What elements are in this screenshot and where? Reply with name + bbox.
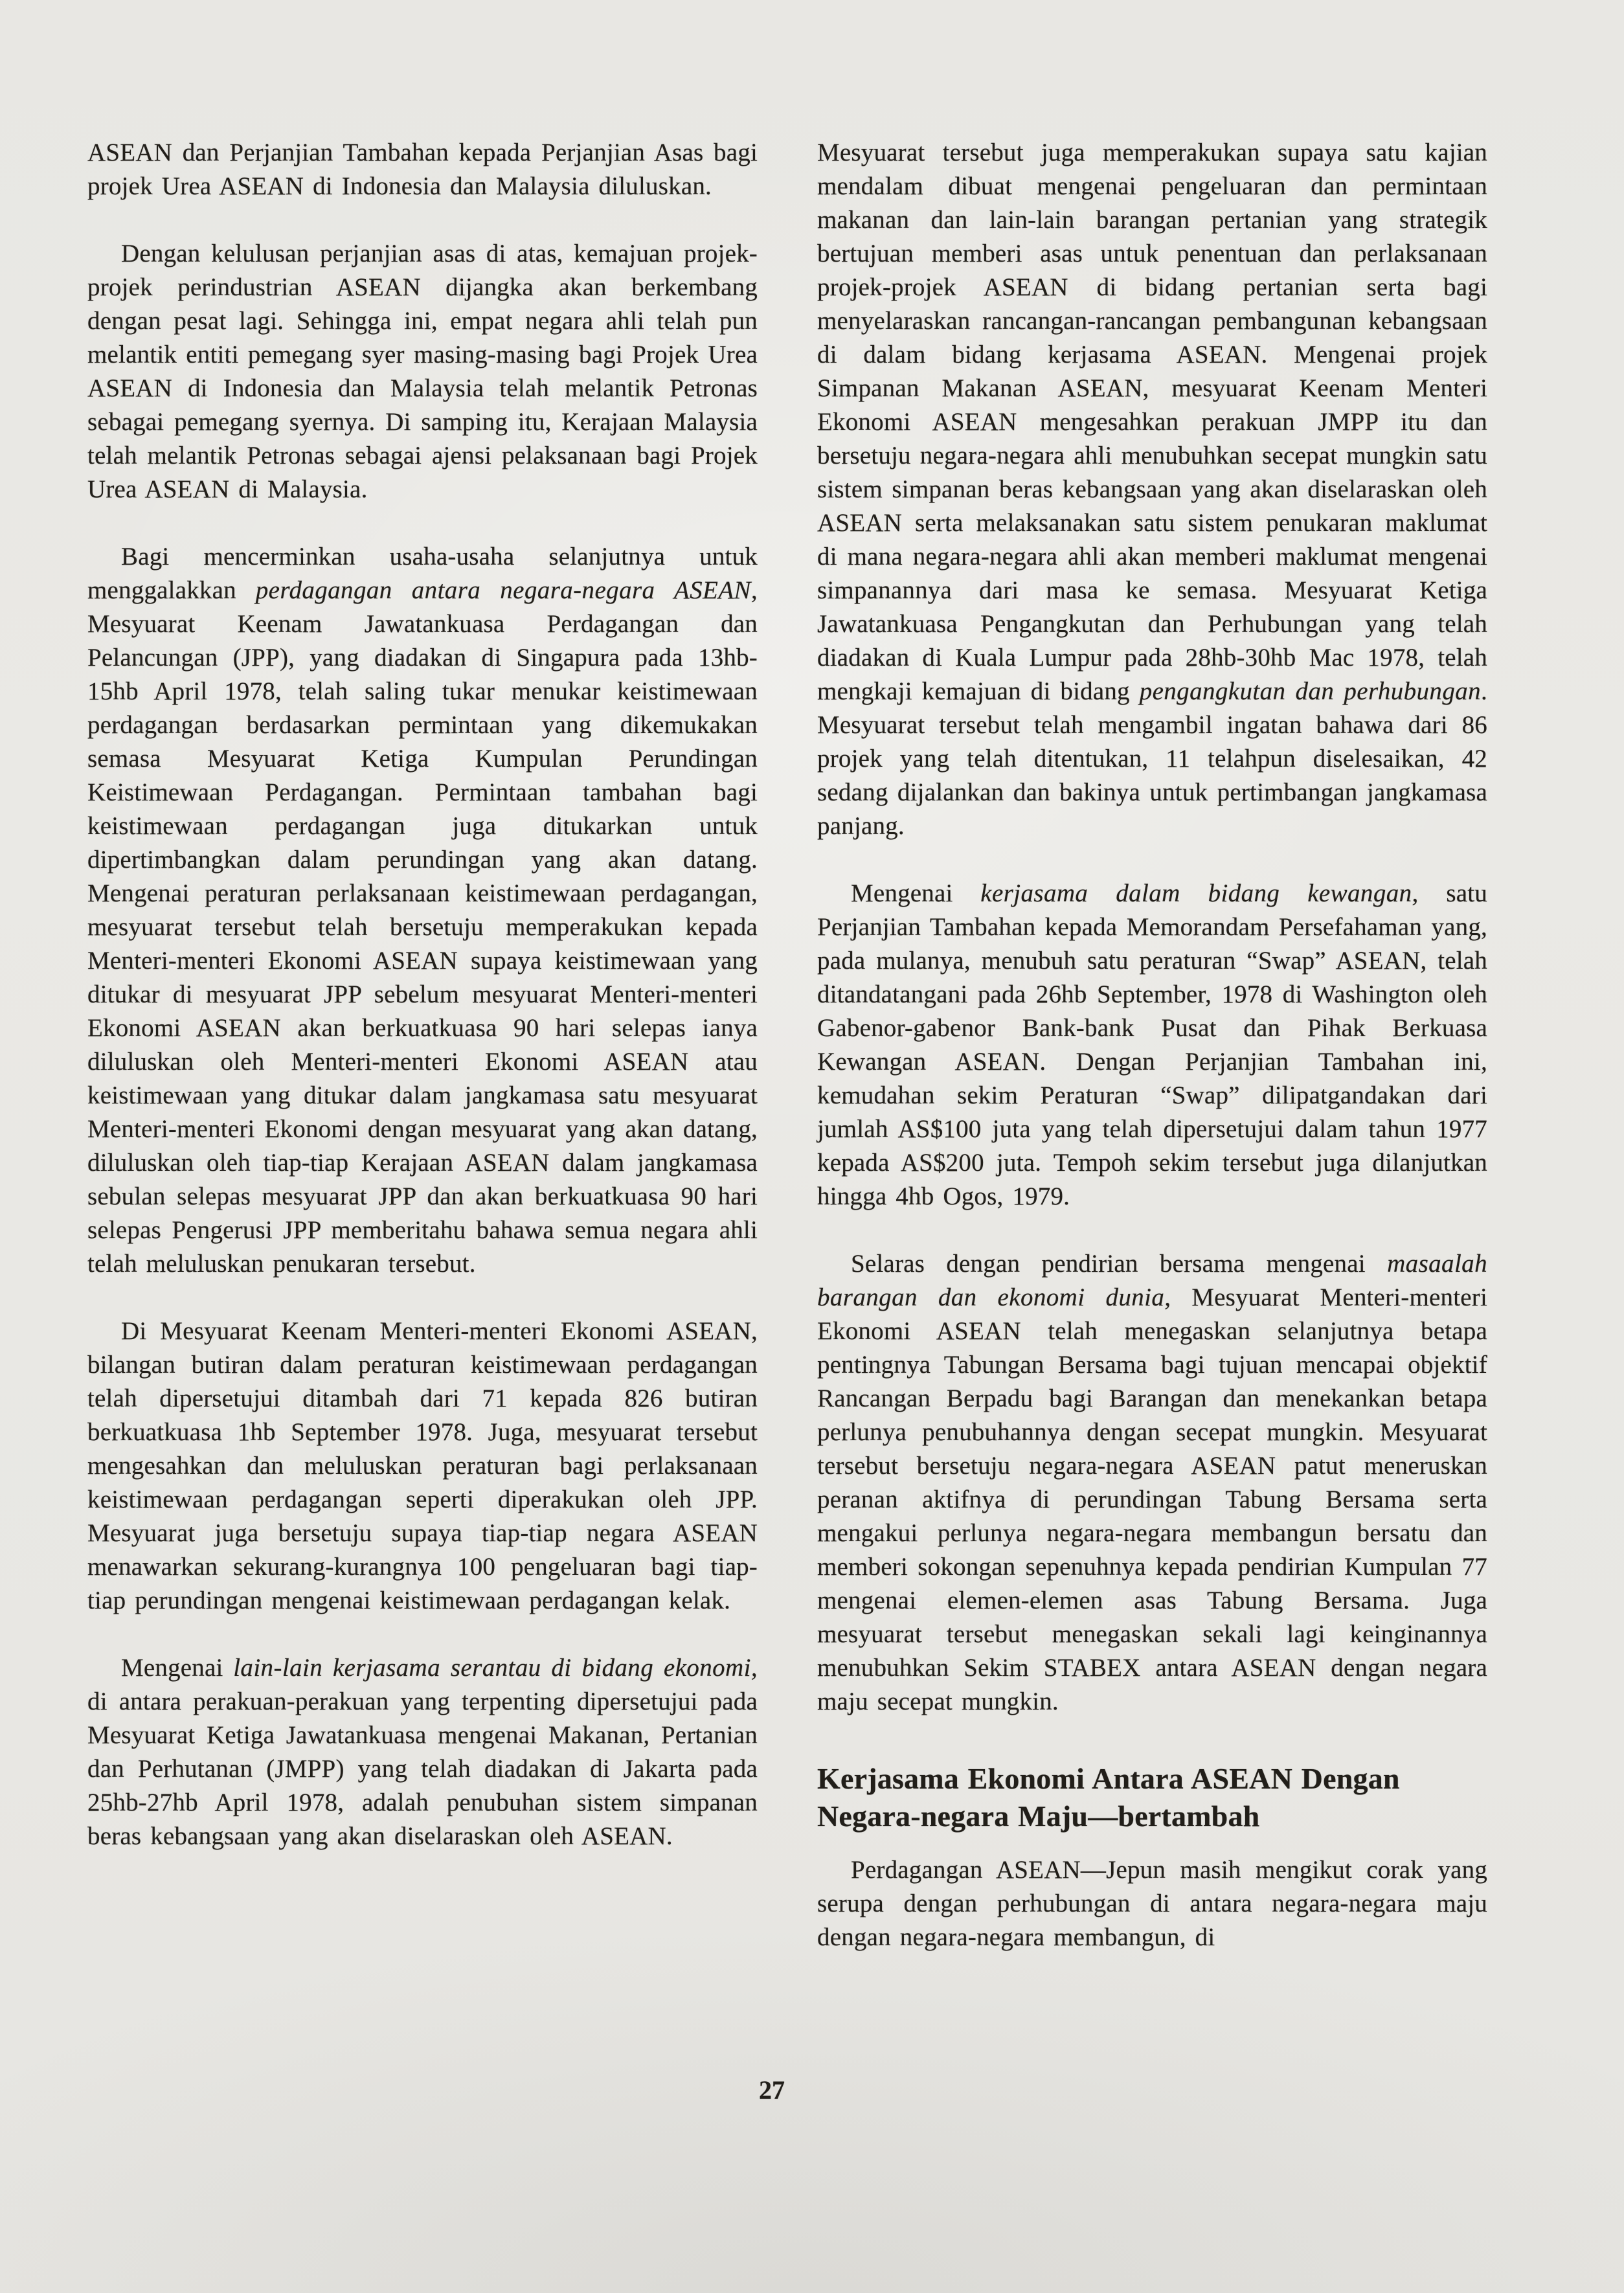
text-run: satu Perjanjian Tambahan kepada Memorandam Persefahaman yang, pada mulanya, menubuh satu peraturan “Swap” ASEAN, telah ditandatangani pada 26hb September, 1978 di Washington oleh Gabenor-gabenor Bank-bank Pusat dan Pihak Berkuasa Kewangan ASEAN. Dengan Perjanjian Tambahan ini, kemudahan sekim Peraturan “Swap” dilipatgandakan dari jumlah AS$100 juta yang telah dipersetujui dalam tahun 1977 kepada AS$200 juta. Tempoh sekim tersebut juga dilanjutkan hingga 4hb Ogos, 1979. (817, 879, 1487, 1210)
text-run: Mesyuarat tersebut juga memperakukan supaya satu kajian mendalam dibuat mengenai pengeluaran dan permintaan makanan dan lain-lain barangan pertanian yang strategik bertujuan memberi asas untuk penentuan dan perlaksanaan projek-projek ASEAN di bidang pertanian serta bagi menyelaraskan rancangan-rancangan pembangunan kebangsaan di dalam bidang kerjasama ASEAN. Mengenai projek Simpanan Makanan ASEAN, mesyuarat Keenam Menteri Ekonomi ASEAN mengesahkan perakuan JMPP itu dan bersetuju negara-negara ahli menubuhkan secepat mungkin satu sistem simpanan beras kebangsaan yang akan diselaraskan oleh ASEAN serta melaksanakan satu sistem penukaran maklumat di mana negara-negara ahli akan memberi maklumat mengenai simpanannya dari masa ke semasa. Mesyuarat Ketiga Jawatankuasa Pengangkutan dan Perhubungan yang telah diadakan di Kuala Lumpur pada 28hb-30hb Mac 1978, telah mengkaji kemajuan di bidang (817, 139, 1487, 705)
text-run: Mengenai (121, 1654, 234, 1682)
italic-text-run: lain-lain kerjasama serantau di bidang ekonomi, (233, 1654, 758, 1682)
italic-text-run: kerjasama dalam bidang kewangan, (980, 879, 1419, 907)
text-run: di antara perakuan-perakuan yang terpenting dipersetujui pada Mesyuarat Ketiga Jawatankuasa mengenai Makanan, Pertanian dan Perhutanan (JMPP) yang telah diadakan di Jakarta pada 25hb-27hb April 1978, adalah penubuhan sistem simpanan beras kebangsaan yang akan diselaraskan oleh ASEAN. (87, 1688, 758, 1850)
text-run: Kerjasama Ekonomi Antara ASEAN Dengan Negara-negara Maju—bertambah (817, 1762, 1400, 1833)
paragraph (87, 136, 758, 203)
text-run: Perdagangan ASEAN—Jepun masih mengikut corak yang serupa dengan perhubungan di antara negara-negara maju dengan negara-negara membangun, di (817, 1856, 1487, 1951)
left-text-column (87, 136, 758, 1887)
paragraph (87, 1315, 758, 1618)
paragraph (817, 877, 1487, 1214)
text-run: Di Mesyuarat Keenam Menteri-menteri Ekonomi ASEAN, bilangan butiran dalam peraturan keistimewaan perdagangan telah dipersetujui ditambah dari 71 kepada 826 butiran berkuatkuasa 1hb September 1978. Juga, mesyuarat tersebut mengesahkan dan meluluskan peraturan bagi perlaksanaan keistimewaan perdagangan seperti diperakukan oleh JPP. Mesyuarat juga bersetuju supaya tiap-tiap negara ASEAN menawarkan sekurang-kurangnya 100 pengeluaran bagi tiap-tiap perundingan mengenai keistimewaan perdagangan kelak. (87, 1317, 758, 1614)
text-run: . Mesyuarat tersebut telah mengambil ingatan bahawa dari 86 projek yang telah ditentukan, 11 telahpun diselesaikan, 42 sedang dijalankan dan bakinya untuk pertimbangan jangkamasa panjang. (817, 677, 1487, 840)
text-run: Selaras dengan pendirian bersama mengenai (851, 1250, 1388, 1278)
italic-text-run: perdagangan antara negara-negara ASEAN, (255, 576, 758, 604)
paragraph (817, 136, 1487, 843)
paragraph (87, 540, 758, 1281)
text-run: Dengan kelulusan perjanjian asas di atas, kemajuan projek-projek perindustrian ASEAN dijangka akan berkembang dengan pesat lagi. Sehingga ini, empat negara ahli telah pun melantik entiti pemegang syer masing-masing bagi Projek Urea ASEAN di Indonesia dan Malaysia telah melantik Petronas sebagai pemegang syernya. Di samping itu, Kerajaan Malaysia telah melantik Petronas sebagai ajensi pelaksanaan bagi Projek Urea ASEAN di Malaysia. (87, 240, 758, 503)
right-text-column (817, 136, 1487, 1988)
text-run: Mesyuarat Menteri-menteri Ekonomi ASEAN telah menegaskan selanjutnya betapa pentingnya Tabungan Bersama bagi tujuan mencapai objektif Rancangan Berpadu bagi Barangan dan menekankan betapa perlunya penubuhannya dengan secepat mungkin. Mesyuarat tersebut bersetuju negara-negara ASEAN patut meneruskan peranan aktifnya di perundingan Tabung Bersama serta mengakui perlunya negara-negara membangun bersatu dan memberi sokongan sepenuhnya kepada pendirian Kumpulan 77 mengenai elemen-elemen asas Tabung Bersama. Juga mesyuarat tersebut menegaskan sekali lagi keinginannya menubuhkan Sekim STABEX antara ASEAN dengan negara maju secepat mungkin. (817, 1283, 1487, 1715)
paragraph (817, 1247, 1487, 1719)
italic-text-run: pengangkutan dan perhubungan (1139, 677, 1482, 705)
italic-text-run: masaalah barangan dan ekonomi dunia, (817, 1250, 1487, 1311)
text-run: ASEAN dan Perjanjian Tambahan kepada Perjanjian Asas bagi projek Urea ASEAN di Indonesia dan Malaysia diluluskan. (87, 139, 758, 200)
paragraph (817, 1853, 1487, 1954)
paragraph (87, 237, 758, 506)
page-number: 27 (759, 2075, 785, 2105)
text-run: Mesyuarat Keenam Jawatankuasa Perdagangan dan Pelancungan (JPP), yang diadakan di Singapura pada 13hb-15hb April 1978, telah saling tukar menukar keistimewaan perdagangan berdasarkan permintaan yang dikemukakan semasa Mesyuarat Ketiga Kumpulan Perundingan Keistimewaan Perdagangan. Permintaan tambahan bagi keistimewaan perdagangan juga ditukarkan untuk dipertimbangkan dalam perundingan yang akan datang. Mengenai peraturan perlaksanaan keistimewaan perdagangan, mesyuarat tersebut telah bersetuju memperakukan kepada Menteri-menteri Ekonomi ASEAN supaya keistimewaan yang ditukar di mesyuarat JPP sebelum mesyuarat Menteri-menteri Ekonomi ASEAN akan berkuatkuasa 90 hari selepas ianya diluluskan oleh Menteri-menteri Ekonomi ASEAN atau keistimewaan yang ditukar dalam jangkamasa satu mesyuarat Menteri-menteri Ekonomi dengan mesyuarat yang akan datang, diluluskan oleh tiap-tiap Kerajaan ASEAN dalam jangkamasa sebulan selepas mesyuarat JPP dan akan berkuatkuasa 90 hari selepas Pengerusi JPP memberitahu bahawa semua negara ahli telah meluluskan penukaran tersebut. (87, 610, 758, 1278)
text-run: Bagi mencerminkan usaha-usaha selanjutnya untuk menggalakkan (87, 543, 758, 604)
text-run: Mengenai (851, 879, 981, 907)
section-heading (817, 1760, 1487, 1835)
paragraph (87, 1651, 758, 1853)
